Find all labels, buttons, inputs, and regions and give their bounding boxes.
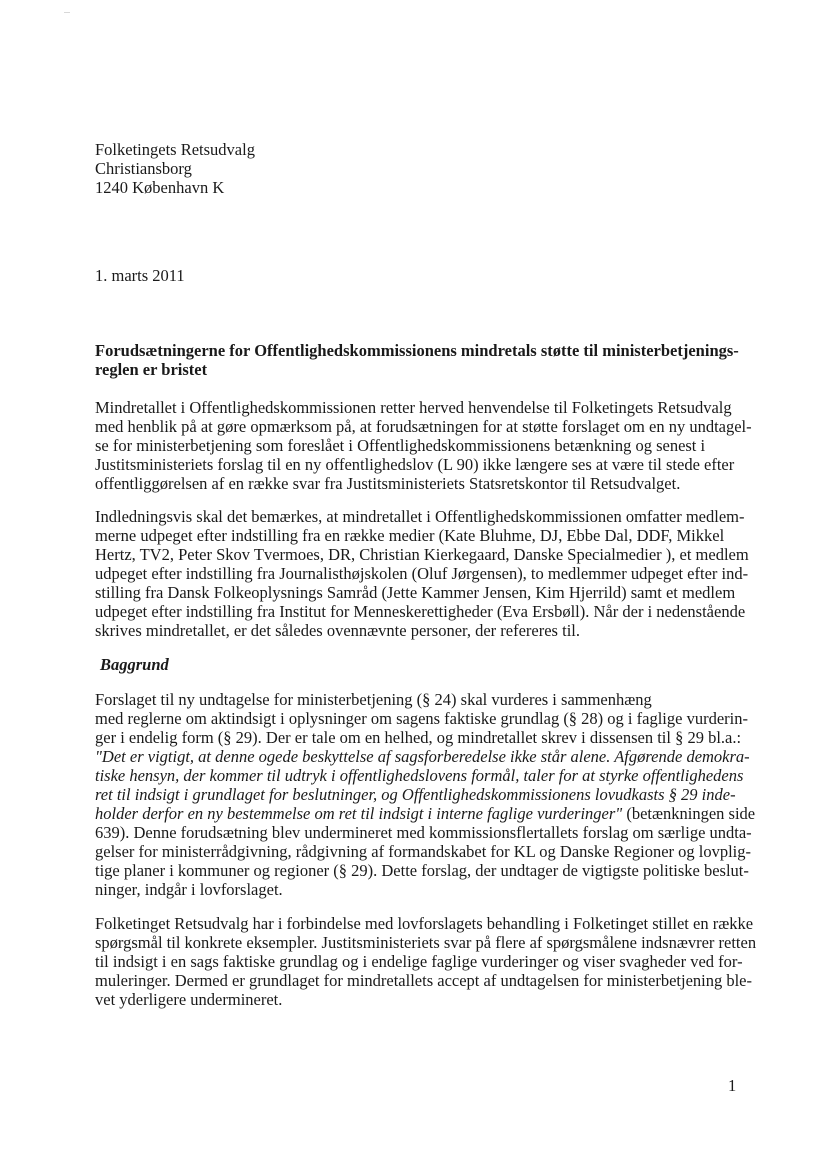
- para4-line: spørgsmål til konkrete eksempler. Justitsministeriets svar på flere af spørgsmålene indsnævrer retten: [95, 933, 757, 952]
- para1-line: Mindretallet i Offentlighedskommissionen retter herved henvendelse til Folketingets Retsudvalg: [95, 398, 732, 417]
- letter-date: 1. marts 2011: [95, 266, 185, 285]
- para2-line: skrives mindretallet, er det således ovennævnte personer, der refereres til.: [95, 621, 580, 640]
- address-line-1: Folketingets Retsudvalg: [95, 140, 255, 159]
- para1-line: offentliggørelsen af en række svar fra Justitsministeriets Statsretskontor til Retsudvalget.: [95, 474, 681, 493]
- para3-quote-end: holder derfor en ny bestemmelse om ret til indsigt i interne faglige vurderinger": [95, 804, 623, 823]
- para4-line: Folketinget Retsudvalg har i forbindelse med lovforslagets behandling i Folketinget stillet en række: [95, 914, 754, 933]
- para2-line: stilling fra Dansk Folkeoplysnings Samråd (Jette Kammer Jensen, Kim Hjerrild) samt et medlem: [95, 583, 736, 602]
- scan-speck: [64, 12, 70, 13]
- para1-line: Justitsministeriets forslag til en ny offentlighedslov (L 90) ikke længere ses at være til stede efter: [95, 455, 735, 474]
- section-heading-baggrund: Baggrund: [100, 655, 169, 674]
- para2-line: merne udpeget efter indstilling fra en række medier (Kate Bluhme, DJ, Ebbe Dal, DDF, Mikkel: [95, 526, 725, 545]
- para4-line: til indsigt i en sags faktiske grundlag og i endelige faglige vurderinger og viser svagheder ved for-: [95, 952, 743, 971]
- para3-line: 639). Denne forudsætning blev undermineret med kommissionsflertallets forslag om særlige undta-: [95, 823, 752, 842]
- letter-title-line-2: reglen er bristet: [95, 360, 208, 379]
- address-line-3: 1240 København K: [95, 178, 225, 197]
- page-number: 1: [728, 1076, 737, 1095]
- para3-quote-line: ret til indsigt i grundlaget for beslutninger, og Offentlighedskommissionens lovudkasts § 29 inde-: [95, 785, 736, 804]
- para4-line: muleringer. Dermed er grundlaget for mindretallets accept af undtagelsen for ministerbetjening ble-: [95, 971, 753, 990]
- para3-quote-line: "Det er vigtigt, at denne ogede beskyttelse af sagsforberedelse ikke står alene. Afgørende demokra-: [95, 747, 750, 766]
- address-line-2: Christiansborg: [95, 159, 192, 178]
- para3-line: tige planer i kommuner og regioner (§ 29). Dette forslag, der undtager de vigtigste politiske beslut-: [95, 861, 749, 880]
- para3-quote-line: tiske hensyn, der kommer til udtryk i offentlighedslovens formål, taler for at styrke offentlighedens: [95, 766, 744, 785]
- para3-quote-reference: (betænkningen side: [622, 804, 756, 823]
- para3-line: ninger, indgår i lovforslaget.: [95, 880, 283, 899]
- para3-line: ger i endelig form (§ 29). Der er tale om en helhed, og mindretallet skrev i dissensen til § 29 bl.a.:: [95, 728, 742, 747]
- para1-line: se for ministerbetjening som foreslået i Offentlighedskommissionens betænkning og senest i: [95, 436, 706, 455]
- para2-line: Indledningsvis skal det bemærkes, at mindretallet i Offentlighedskommissionen omfatter medlem-: [95, 507, 745, 526]
- para2-line: udpeget efter indstilling fra Institut for Menneskerettigheder (Eva Ersbøll). Når der i nedenstående: [95, 602, 746, 621]
- para2-line: udpeget efter indstilling fra Journalisthøjskolen (Oluf Jørgensen), to medlemmer udpeget efter ind-: [95, 564, 749, 583]
- para3-line: med reglerne om aktindsigt i oplysninger om sagens faktiske grundlag (§ 28) og i faglige vurderin-: [95, 709, 748, 728]
- para4-line: vet yderligere undermineret.: [95, 990, 283, 1009]
- para1-line: med henblik på at gøre opmærksom på, at forudsætningen for at støtte forslaget om en ny undtagel-: [95, 417, 752, 436]
- para3-line: Forslaget til ny undtagelse for ministerbetjening (§ 24) skal vurderes i sammenhæng: [95, 690, 652, 709]
- letter-title-line-1: Forudsætningerne for Offentlighedskommissionens mindretals støtte til ministerbetjenings-: [95, 341, 739, 360]
- para2-line: Hertz, TV2, Peter Skov Tvermoes, DR, Christian Kierkegaard, Danske Specialmedier ), et medlem: [95, 545, 749, 564]
- para3-line: gelser for ministerrådgivning, rådgivning af formandskabet for KL og Danske Regioner og lovplig-: [95, 842, 752, 861]
- para3-quote-line-mixed: [95, 804, 755, 823]
